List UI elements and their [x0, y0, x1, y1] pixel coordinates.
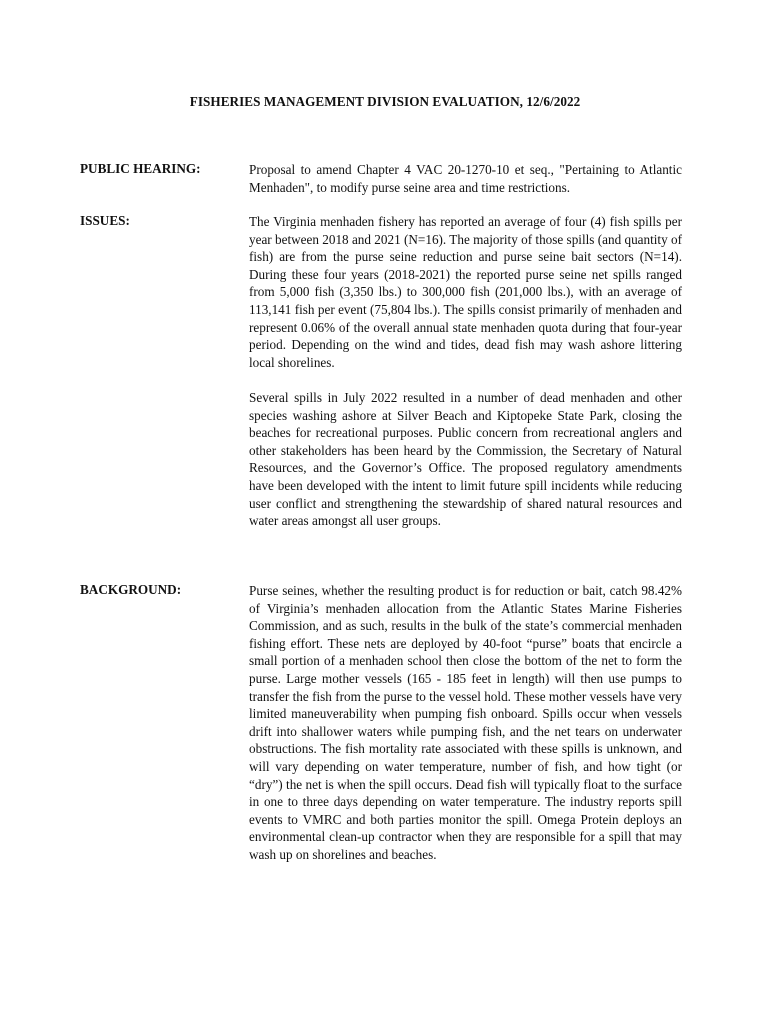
document-title: FISHERIES MANAGEMENT DIVISION EVALUATION, 12/6/2022: [189, 94, 581, 109]
section-label-background: BACKGROUND:: [80, 582, 182, 597]
section-body-public-hearing: [249, 161, 682, 196]
section-label-issues: ISSUES:: [80, 213, 130, 228]
section-body-background: [249, 582, 682, 864]
paragraph: Purse seines, whether the resulting product is for reduction or bait, catch 98.42% of Virginia’s menhaden allocation from the Atlantic States Marine Fisheries Commission, and as such, results in the bulk of the state’s commercial menhaden fishing effort. These nets are deployed by 40-foot “purse” boats that encircle a small portion of a menhaden school then close the bottom of the net to form the purse. Large mother vessels (165 - 185 feet in length) will then use pumps to transfer the fish from the purse to the vessel hold. These mother vessels have very limited maneuverability when pumping fish onboard. Spills occur when vessels drift into shallower waters while pumping fish, and the net tears on underwater obstructions. The fish mortality rate associated with these spills is unknown, and will vary depending on water temperature, number of fish, and how tight (or “dry”) the net is when the spill occurs. Dead fish will typically float to the surface in one to three days depending on water temperature. The industry reports spill events to VMRC and both parties monitor the spill. Omega Protein deploys an environmental clean-up contractor when they are responsible for a spill that may wash up on shorelines and beaches.: [249, 583, 682, 862]
paragraph: Several spills in July 2022 resulted in a number of dead menhaden and other species washing ashore at Silver Beach and Kiptopeke State Park, closing the beaches for recreational purposes. Public concern from recreational anglers and other stakeholders has been heard by the Commission, the Secretary of Natural Resources, and the Governor’s Office. The proposed regulatory amendments have been developed with the intent to limit future spill incidents while reducing user conflict and strengthening the stewardship of shared natural resources and water areas amongst all user groups.: [249, 389, 682, 529]
paragraph: The Virginia menhaden fishery has reported an average of four (4) fish spills per year between 2018 and 2021 (N=16). The majority of those spills (and quantity of fish) are from the purse seine reduction and purse seine bait sectors (N=14). During these four years (2018-2021) the reported purse seine net spills ranged from 5,000 fish (3,350 lbs.) to 300,000 fish (201,000 lbs.), with an average of 113,141 fish per event (75,804 lbs.). The spills consist primarily of menhaden and represent 0.06% of the overall annual state menhaden quota during that four-year period. Depending on the wind and tides, dead fish may wash ashore littering local shorelines.: [249, 214, 682, 370]
section-body-issues: [249, 213, 682, 530]
section-label-public-hearing: PUBLIC HEARING:: [80, 161, 201, 176]
paragraph: Proposal to amend Chapter 4 VAC 20-1270-10 et seq., "Pertaining to Atlantic Menhaden", to modify purse seine area and time restrictions.: [249, 162, 682, 195]
